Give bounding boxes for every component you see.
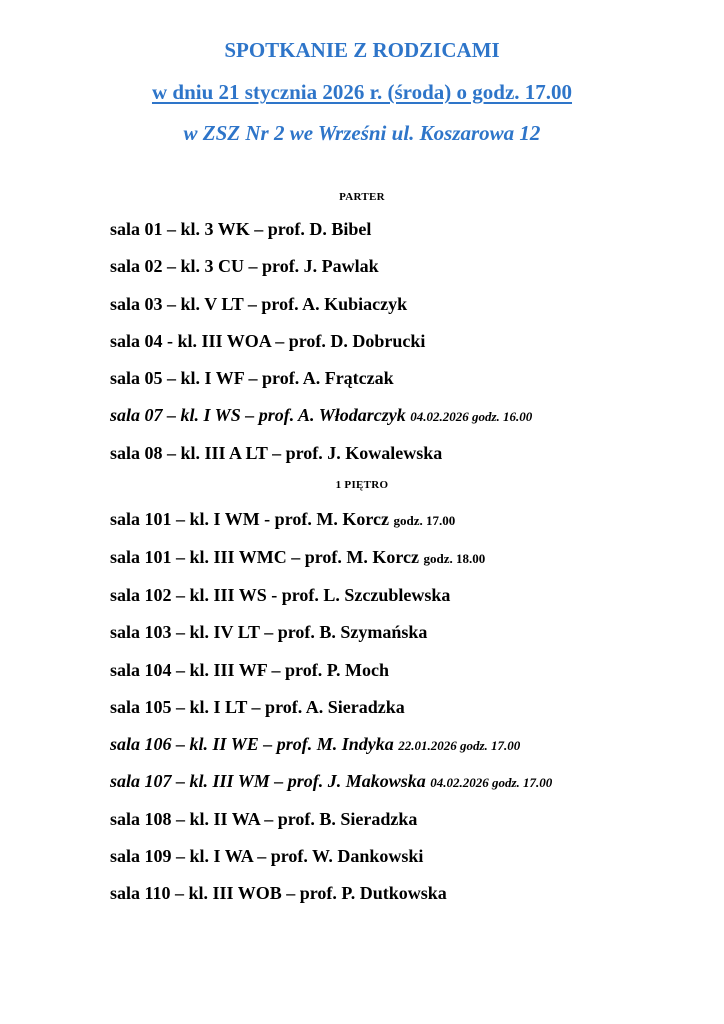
list-item: sala 07 – kl. I WS – prof. A. Włodarczyk 04.02.2026 godz. 16.00 xyxy=(110,405,533,425)
list-item: sala 102 – kl. III WS - prof. L. Szczublewska xyxy=(110,585,451,605)
list-item: sala 101 – kl. III WMC – prof. M. Korcz godz. 18.00 xyxy=(110,547,486,567)
list-item: sala 108 – kl. II WA – prof. B. Sieradzka xyxy=(110,809,418,829)
list-item: sala 106 – kl. II WE – prof. M. Indyka 22.01.2026 godz. 17.00 xyxy=(110,734,521,754)
meeting-date-note: 22.01.2026 godz. 17.00 xyxy=(398,738,521,753)
meeting-time-note: godz. 18.00 xyxy=(423,551,486,566)
meeting-date-note: 04.02.2026 godz. 16.00 xyxy=(410,409,533,424)
meeting-date-note: 04.02.2026 godz. 17.00 xyxy=(430,775,553,790)
list-item: sala 04 - kl. III WOA – prof. D. Dobrucki xyxy=(110,331,426,351)
meeting-time-note: godz. 17.00 xyxy=(393,513,456,528)
section-label-parter: PARTER xyxy=(339,191,385,203)
section-label-1-pietro: 1 PIĘTRO xyxy=(335,479,389,491)
list-item: sala 03 – kl. V LT – prof. A. Kubiaczyk xyxy=(110,294,408,314)
list-item: sala 01 – kl. 3 WK – prof. D. Bibel xyxy=(110,219,372,239)
list-item: sala 08 – kl. III A LT – prof. J. Kowalewska xyxy=(110,443,443,463)
date-line: w dniu 21 stycznia 2026 r. (środa) o godz. 17.00 xyxy=(151,80,573,104)
list-item: sala 101 – kl. I WM - prof. M. Korcz godz. 17.00 xyxy=(110,509,456,529)
list-item: sala 103 – kl. IV LT – prof. B. Szymańska xyxy=(110,622,428,642)
list-item: sala 107 – kl. III WM – prof. J. Makowska 04.02.2026 godz. 17.00 xyxy=(110,771,553,791)
page-title: SPOTKANIE Z RODZICAMI xyxy=(224,38,500,62)
list-item: sala 110 – kl. III WOB – prof. P. Dutkowska xyxy=(110,883,447,903)
list-item: sala 105 – kl. I LT – prof. A. Sieradzka xyxy=(110,697,405,717)
list-item: sala 02 – kl. 3 CU – prof. J. Pawlak xyxy=(110,256,379,276)
list-item: sala 05 – kl. I WF – prof. A. Frątczak xyxy=(110,368,394,388)
list-item: sala 104 – kl. III WF – prof. P. Moch xyxy=(110,660,390,680)
list-item: sala 109 – kl. I WA – prof. W. Dankowski xyxy=(110,846,424,866)
location-line: w ZSZ Nr 2 we Wrześni ul. Koszarowa 12 xyxy=(183,121,541,145)
